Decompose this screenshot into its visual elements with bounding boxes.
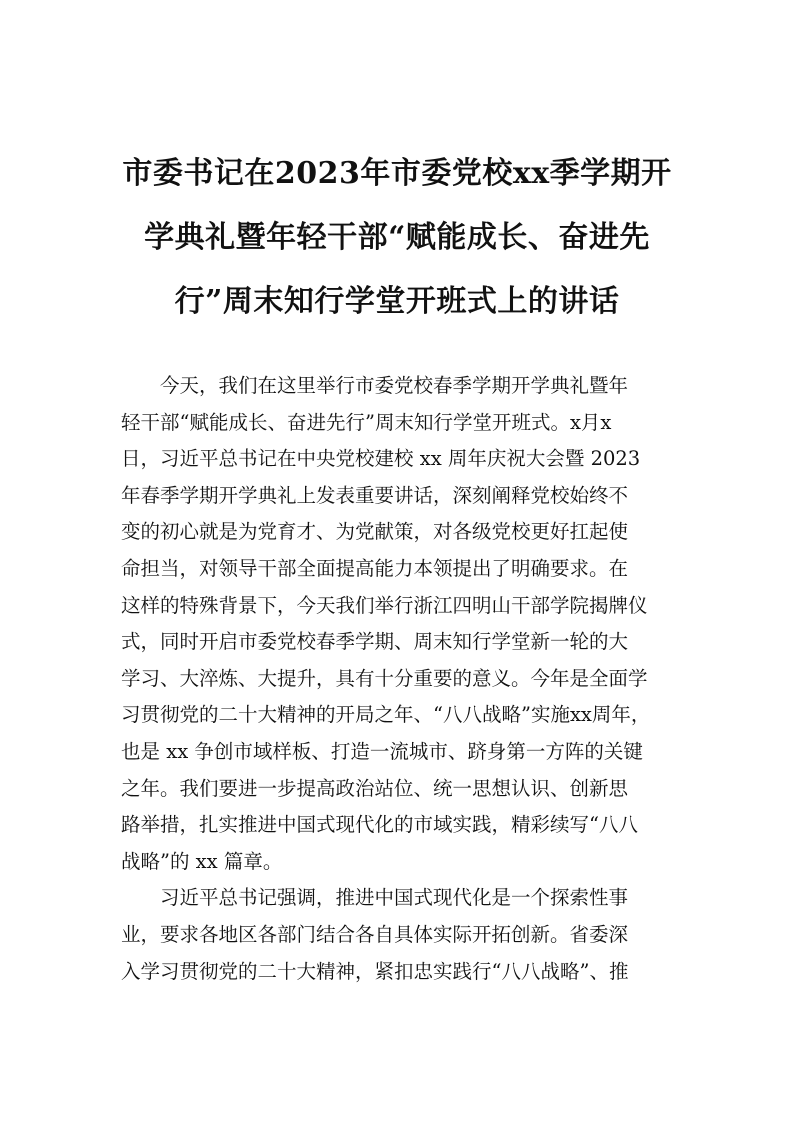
- title-line-2: 学典礼暨年轻干部“赋能成长、奋进先: [144, 220, 650, 255]
- body-line-10: 习贯彻党的二十大精神的开局之年、“八八战略”实施xx周年，: [121, 703, 651, 727]
- body-line-11: 也是 xx 争创市域样板、打造一流城市、跻身第一方阵的关键: [121, 739, 643, 763]
- document-body: [121, 368, 677, 990]
- body-line-13: 路举措，扎实推进中国式现代化的市域实践，精彩续写“八八: [121, 813, 638, 837]
- body-line-6: 命担当，对领导干部全面提高能力本领提出了明确要求。在: [121, 556, 629, 580]
- body-line-17: 入学习贯彻党的二十大精神，紧扣忠实践行“八八战略”、推: [121, 959, 629, 983]
- body-line-5: 变的初心就是为党育才、为党献策，对各级党校更好扛起使: [121, 520, 629, 544]
- body-line-15: 习近平总书记强调，推进中国式现代化是一个探索性事: [121, 886, 629, 910]
- title-line-1: 市委书记在2023年市委党校xx季学期开: [122, 156, 672, 191]
- body-line-4: 年春季学期开学典礼上发表重要讲话，深刻阐释党校始终不: [121, 483, 629, 507]
- page-title: [100, 142, 694, 334]
- body-line-8: 式，同时开启市委党校春季学期、周末知行学堂新一轮的大: [121, 630, 629, 654]
- body-line-7: 这样的特殊背景下，今天我们举行浙江四明山干部学院揭牌仪: [121, 593, 648, 617]
- body-line-14: 战略”的 xx 篇章。: [121, 849, 283, 873]
- body-line-2: 轻干部“赋能成长、奋进先行”周末知行学堂开班式。x月x: [121, 410, 612, 434]
- body-line-12: 之年。我们要进一步提高政治站位、统一思想认识、创新思: [121, 776, 629, 800]
- body-line-1: 今天，我们在这里举行市委党校春季学期开学典礼暨年: [121, 374, 629, 397]
- body-line-16: 业，要求各地区各部门结合各自具体实际开拓创新。省委深: [121, 922, 629, 946]
- body-line-9: 学习、大淬炼、大提升，具有十分重要的意义。今年是全面学: [121, 666, 648, 690]
- title-line-3: 行”周末知行学堂开班式上的讲话: [174, 284, 620, 319]
- body-line-3: 日，习近平总书记在中央党校建校 xx 周年庆祝大会暨 2023: [121, 447, 641, 471]
